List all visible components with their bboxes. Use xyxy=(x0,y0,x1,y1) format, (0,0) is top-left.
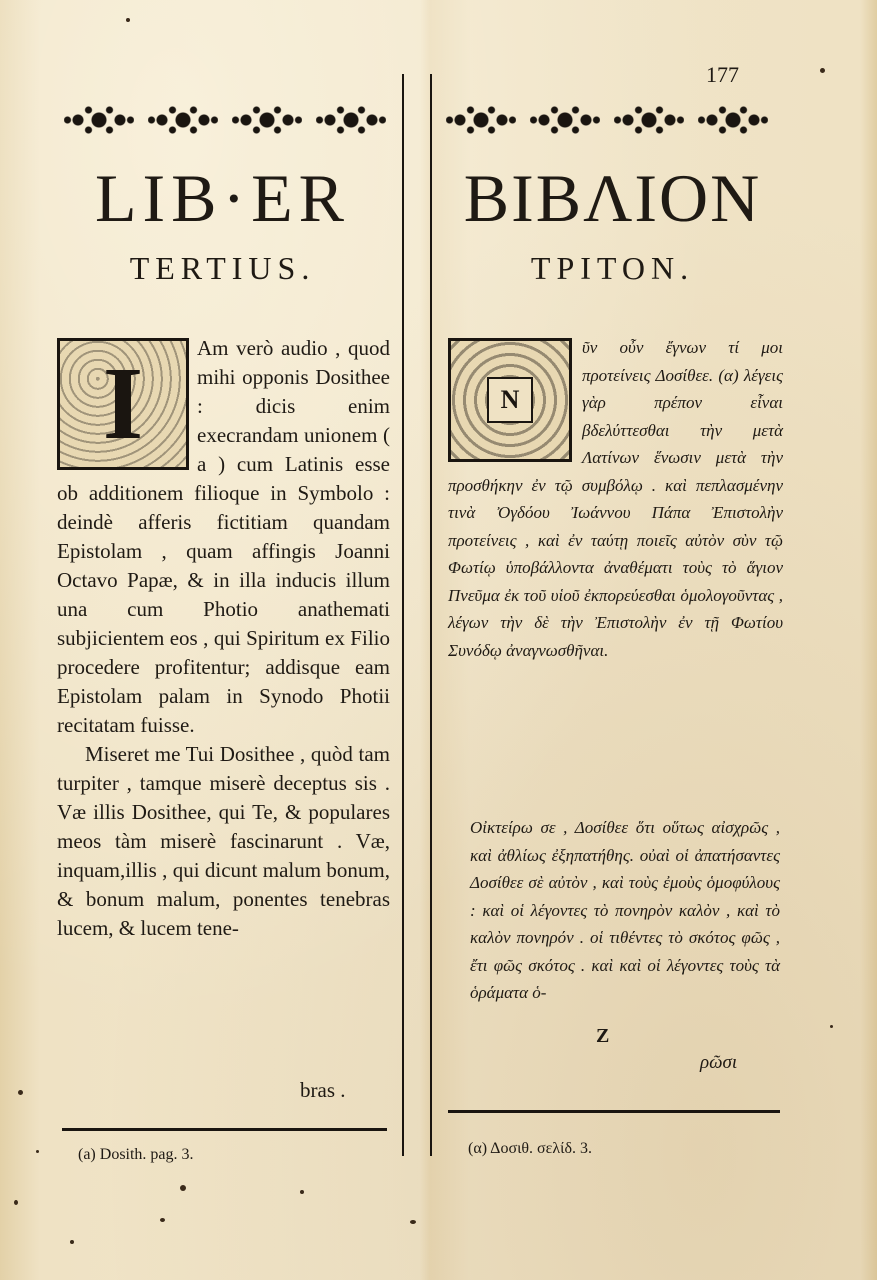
foxing-spot xyxy=(820,68,825,73)
foxing-spot xyxy=(70,1240,74,1244)
foxing-spot xyxy=(410,1220,416,1224)
right-column-rule xyxy=(430,74,432,1156)
latin-paragraph-2: Miseret me Tui Dosithee , quòd tam turpiter , tamque miserè deceptus sis . Væ illis Dosithee, qui Te, & populares meos tàm miserè fascinarunt . Væ, inquam,illis , qui dicunt malum bonum, & bonum malum, ponentes tenebras lucem, & lucem tene- xyxy=(57,742,390,940)
right-ornament-band xyxy=(446,98,768,142)
left-footnote-rule xyxy=(62,1128,387,1131)
fleuron-ornament-icon xyxy=(446,100,516,140)
fleuron-ornament-icon xyxy=(530,100,600,140)
foxing-spot xyxy=(36,1150,39,1153)
greek-subtitle: ΤΡΙΤΟΝ. xyxy=(530,250,695,286)
latin-drop-cap: I xyxy=(57,338,189,470)
greek-drop-cap xyxy=(448,338,572,462)
greek-drop-cap-letter: N xyxy=(487,377,533,423)
foxing-spot xyxy=(18,1090,23,1095)
greek-paragraph-1: ῦν οὖν ἔγνων τί μοι προτείνεις Δοσίθεε. (α) λέγεις γὰρ πρέπον εἶναι βδελύττεσθαι τὴν μετὰ Λατίνων ἕνωσιν μετὰ τὴν προσθήκην ἐν τῷ συμβόλῳ . καὶ πεπλασμένην τινὰ Ὀγδόου Ἰωάννου Πάπα Ἐπιστολὴν προτείνεις , καὶ ἐν ταύτῃ ποιεῖς αὐτὸν σὺν τῷ Φωτίῳ ὑποβάλλοντα ἀναθέματι τοὺς τὸ ἅγιον Πνεῦμα ἐκ τοῦ υἱοῦ ἐκπορεύεσθαι ὁμολογοῦντας , λέγων τὴν δὲ τὴν Ἐπιστολὴν ἐν τῇ Φωτίου Συνόδῳ ἀναγνωσθῆναι. xyxy=(448,338,783,660)
fleuron-ornament-icon xyxy=(698,100,768,140)
foxing-spot xyxy=(126,18,130,22)
greek-catchword: ρῶσι xyxy=(700,1052,738,1073)
latin-subtitle: TERTIUS. xyxy=(129,250,316,286)
fleuron-ornament-icon xyxy=(316,100,386,140)
foxing-spot xyxy=(180,1185,186,1191)
right-footnote-rule xyxy=(448,1110,780,1113)
greek-text-block xyxy=(448,334,783,664)
latin-text-block xyxy=(57,334,390,964)
fleuron-ornament-icon xyxy=(232,100,302,140)
greek-paragraph-2: Οἰκτείρω σε , Δοσίθεε ὅτι οὕτως αἰσχρῶς , καὶ ἀθλίως ἐξηπατήθης. οὐαὶ οἱ ἀπατήσαντες Δοσίθεε σὲ αὐτὸν , καὶ τοὺς ἐμοὺς ὁμοφύλους : καὶ οἱ λέγοντες τὸ πονηρὸν καλὸν , καὶ τὸ καλὸν πονηρόν . οἱ τιθέντες τὸ σκότος φῶς , ἔτι φῶς σκότος . καὶ καὶ οἱ λέγοντες τοὺς τὰ ὁράματα ὁ- xyxy=(470,818,780,1002)
latin-catchword: bras . xyxy=(300,1078,346,1102)
left-column-rule xyxy=(402,74,404,1156)
latin-paragraph-1: Am verò audio , quod mihi opponis Dosithee : dicis enim execrandam unionem ( a ) cum Latinis esse ob additionem filioque in Symbolo : deindè afferis fictitiam quandam Epistolam , quam affingis Joanni Octavo Papæ, & in illa inducis illum una cum Photio anathemati subjicientem eos , qui Spiritum ex Filio procedere profitentur; addisque eam Epistolam palam in Synodo Photii recitatam fuisse. xyxy=(57,336,390,737)
fleuron-ornament-icon xyxy=(64,100,134,140)
left-ornament-band xyxy=(64,98,386,142)
signature-mark: Z xyxy=(596,1025,610,1047)
fleuron-ornament-icon xyxy=(148,100,218,140)
fleuron-ornament-icon xyxy=(614,100,684,140)
latin-footnote: (a) Dosith. pag. 3. xyxy=(78,1146,194,1163)
foxing-spot xyxy=(160,1218,165,1222)
foxing-spot xyxy=(830,1025,833,1028)
greek-title: ΒΙΒΛΙΟΝ xyxy=(463,160,762,236)
foxing-spot xyxy=(14,1200,18,1205)
page-number: 177 xyxy=(706,62,739,87)
foxing-spot xyxy=(300,1190,304,1194)
greek-footnote: (α) Δοσιθ. σελίδ. 3. xyxy=(468,1140,592,1157)
latin-title: LIB·ER xyxy=(94,160,351,236)
